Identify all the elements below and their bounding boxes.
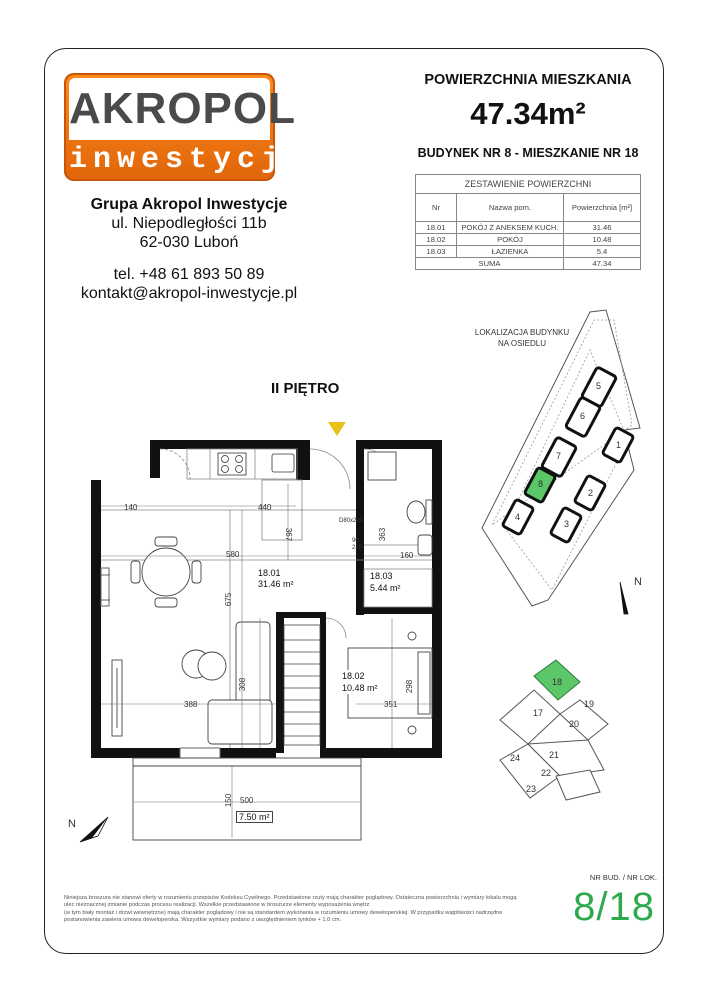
company-street: ul. Niepodległości 11b	[111, 215, 267, 232]
table-header-nr: Nr	[416, 194, 457, 222]
room-1802-area: 10.48 m²	[342, 683, 378, 693]
tv-stand-icon	[112, 660, 122, 736]
unit-18: 18	[552, 677, 563, 687]
disclaimer-line: Niniejsza broszura nie stanowi oferty w rozumieniu przepisów Kodeksu Cywilnego. Przedstawione rzuty mają charakter poglądowy. Ostateczna powierzchnia i wymiary lokalu mogą	[64, 895, 517, 901]
building-apartment: BUDYNEK NR 8 - MIESZKANIE NR 18	[417, 146, 639, 160]
unit-19: 19	[584, 699, 595, 709]
table-sum-label: SUMA	[416, 258, 564, 270]
company-name: Grupa Akropol Inwestycje	[90, 196, 288, 213]
dim-580: 580	[226, 550, 240, 559]
north-label-small: N	[68, 818, 76, 830]
site-building-6: 6	[580, 411, 586, 421]
unit-22: 22	[541, 768, 552, 778]
site-building-3: 3	[564, 519, 570, 529]
dim-160: 160	[400, 551, 414, 560]
room-1801-area: 31.46 m²	[258, 579, 294, 589]
logo-text-top: AKROPOL	[69, 78, 270, 140]
site-building-5: 5	[596, 381, 602, 391]
room-1801-label	[258, 568, 294, 590]
table-cell-name: ŁAZIENKA	[457, 246, 564, 258]
table-cell-area: 5.4	[564, 246, 641, 258]
north-arrow-icon	[620, 582, 628, 614]
table-cell-nr: 18.02	[416, 234, 457, 246]
washbasin-icon	[418, 535, 432, 555]
dim-388: 388	[184, 700, 198, 709]
disclaimer-line: postanowienia zawiera umowa deweloperska. Wszystkie wymiary podano z uwzględnieniem tynków + 1.0 cm.	[64, 917, 342, 924]
dim-308: 308	[238, 677, 248, 692]
unit-20: 20	[569, 719, 580, 729]
door-label: D80x200	[339, 518, 364, 524]
dim-440: 440	[258, 503, 272, 512]
room-1803-label	[370, 570, 401, 594]
area-value: 47.34m²	[470, 96, 586, 131]
dining-table-icon	[131, 537, 201, 607]
disclaimer	[64, 895, 564, 925]
toilet-icon	[407, 500, 432, 524]
site-building-4: 4	[515, 512, 521, 522]
area-title: POWIERZCHNIA MIESZKANIA	[424, 72, 632, 88]
floor-label: II PIĘTRO	[271, 380, 340, 397]
room-1802-id: 18.02	[342, 671, 365, 681]
table-cell-name: POKÓJ Z ANEKSEM KUCH.	[457, 222, 564, 234]
room-1802-label	[342, 670, 378, 694]
location-label-line1: LOKALIZACJA BUDYNKU	[474, 328, 570, 337]
table-caption: ZESTAWIENIE POWIERZCHNI	[416, 175, 641, 194]
site-building-1: 1	[616, 440, 622, 450]
dim-367: 367	[284, 527, 294, 542]
table-sum-value: 47.34	[564, 258, 641, 270]
room-1803-area: 5.44 m²	[370, 583, 401, 593]
disclaimer-line: ulec nieznacznej zmianie podczas procesu realizacji. Wszelkie przedstawione w broszurze elementy wyposażenia wnętrz	[64, 902, 370, 909]
table-cell-nr: 18.03	[416, 246, 457, 258]
site-building-2: 2	[588, 488, 594, 498]
sofa-icon	[182, 622, 272, 744]
table-header-area: Powierzchnia [m²]	[564, 194, 641, 222]
dim-351: 351	[384, 700, 398, 709]
table-cell-nr: 18.01	[416, 222, 457, 234]
table-cell-name: POKÓJ	[457, 234, 564, 246]
dim-298: 298	[405, 679, 415, 694]
dim-150: 150	[224, 793, 234, 808]
bud-lok-value: 8/18	[573, 885, 655, 929]
company-email: kontakt@akropol-inwestycje.pl	[80, 285, 298, 302]
table-header-name: Nazwa pom.	[457, 194, 564, 222]
unit-21: 21	[549, 750, 560, 760]
bud-lok-label: NR BUD. / NR LOK.	[589, 873, 657, 882]
location-label-line2: NA OSIEDLU	[497, 339, 546, 348]
disclaimer-line: (w tym biały montaż i drzwi wewnętrzne) mają charakter poglądowy i nie są standardem wykonania w rozumieniu umowy deweloperskiej. W przypadku wątpliwości nadrzędne	[64, 909, 503, 916]
kitchen-hob-icon	[218, 453, 246, 475]
company-phone: tel. +48 61 893 50 89	[113, 266, 265, 283]
room-1801-id: 18.01	[258, 568, 281, 578]
north-arrow-small-icon	[80, 817, 108, 842]
site-building-7: 7	[556, 451, 562, 461]
staircase	[284, 625, 320, 745]
shower-icon	[368, 452, 396, 480]
balcony-area: 7.50 m²	[236, 811, 273, 823]
dim-500: 500	[240, 796, 254, 805]
unit-17: 17	[533, 708, 544, 718]
north-label: N	[634, 576, 642, 588]
room-1803-id: 18.03	[370, 571, 393, 581]
unit-24: 24	[510, 753, 521, 763]
site-building-8: 8	[538, 479, 544, 489]
dim-140: 140	[124, 503, 138, 512]
dim-363: 363	[378, 527, 388, 542]
door-height: 210	[352, 545, 363, 551]
table-cell-area: 31.46	[564, 222, 641, 234]
kitchen-sink-icon	[272, 454, 294, 472]
logo-text-bottom: inwestycje	[69, 143, 310, 177]
entrance-marker-icon	[328, 422, 346, 436]
unit-23: 23	[526, 784, 537, 794]
table-cell-area: 10.48	[564, 234, 641, 246]
company-city: 62-030 Luboń	[139, 234, 239, 251]
door-width: 90	[352, 538, 359, 544]
dim-675: 675	[224, 592, 234, 607]
